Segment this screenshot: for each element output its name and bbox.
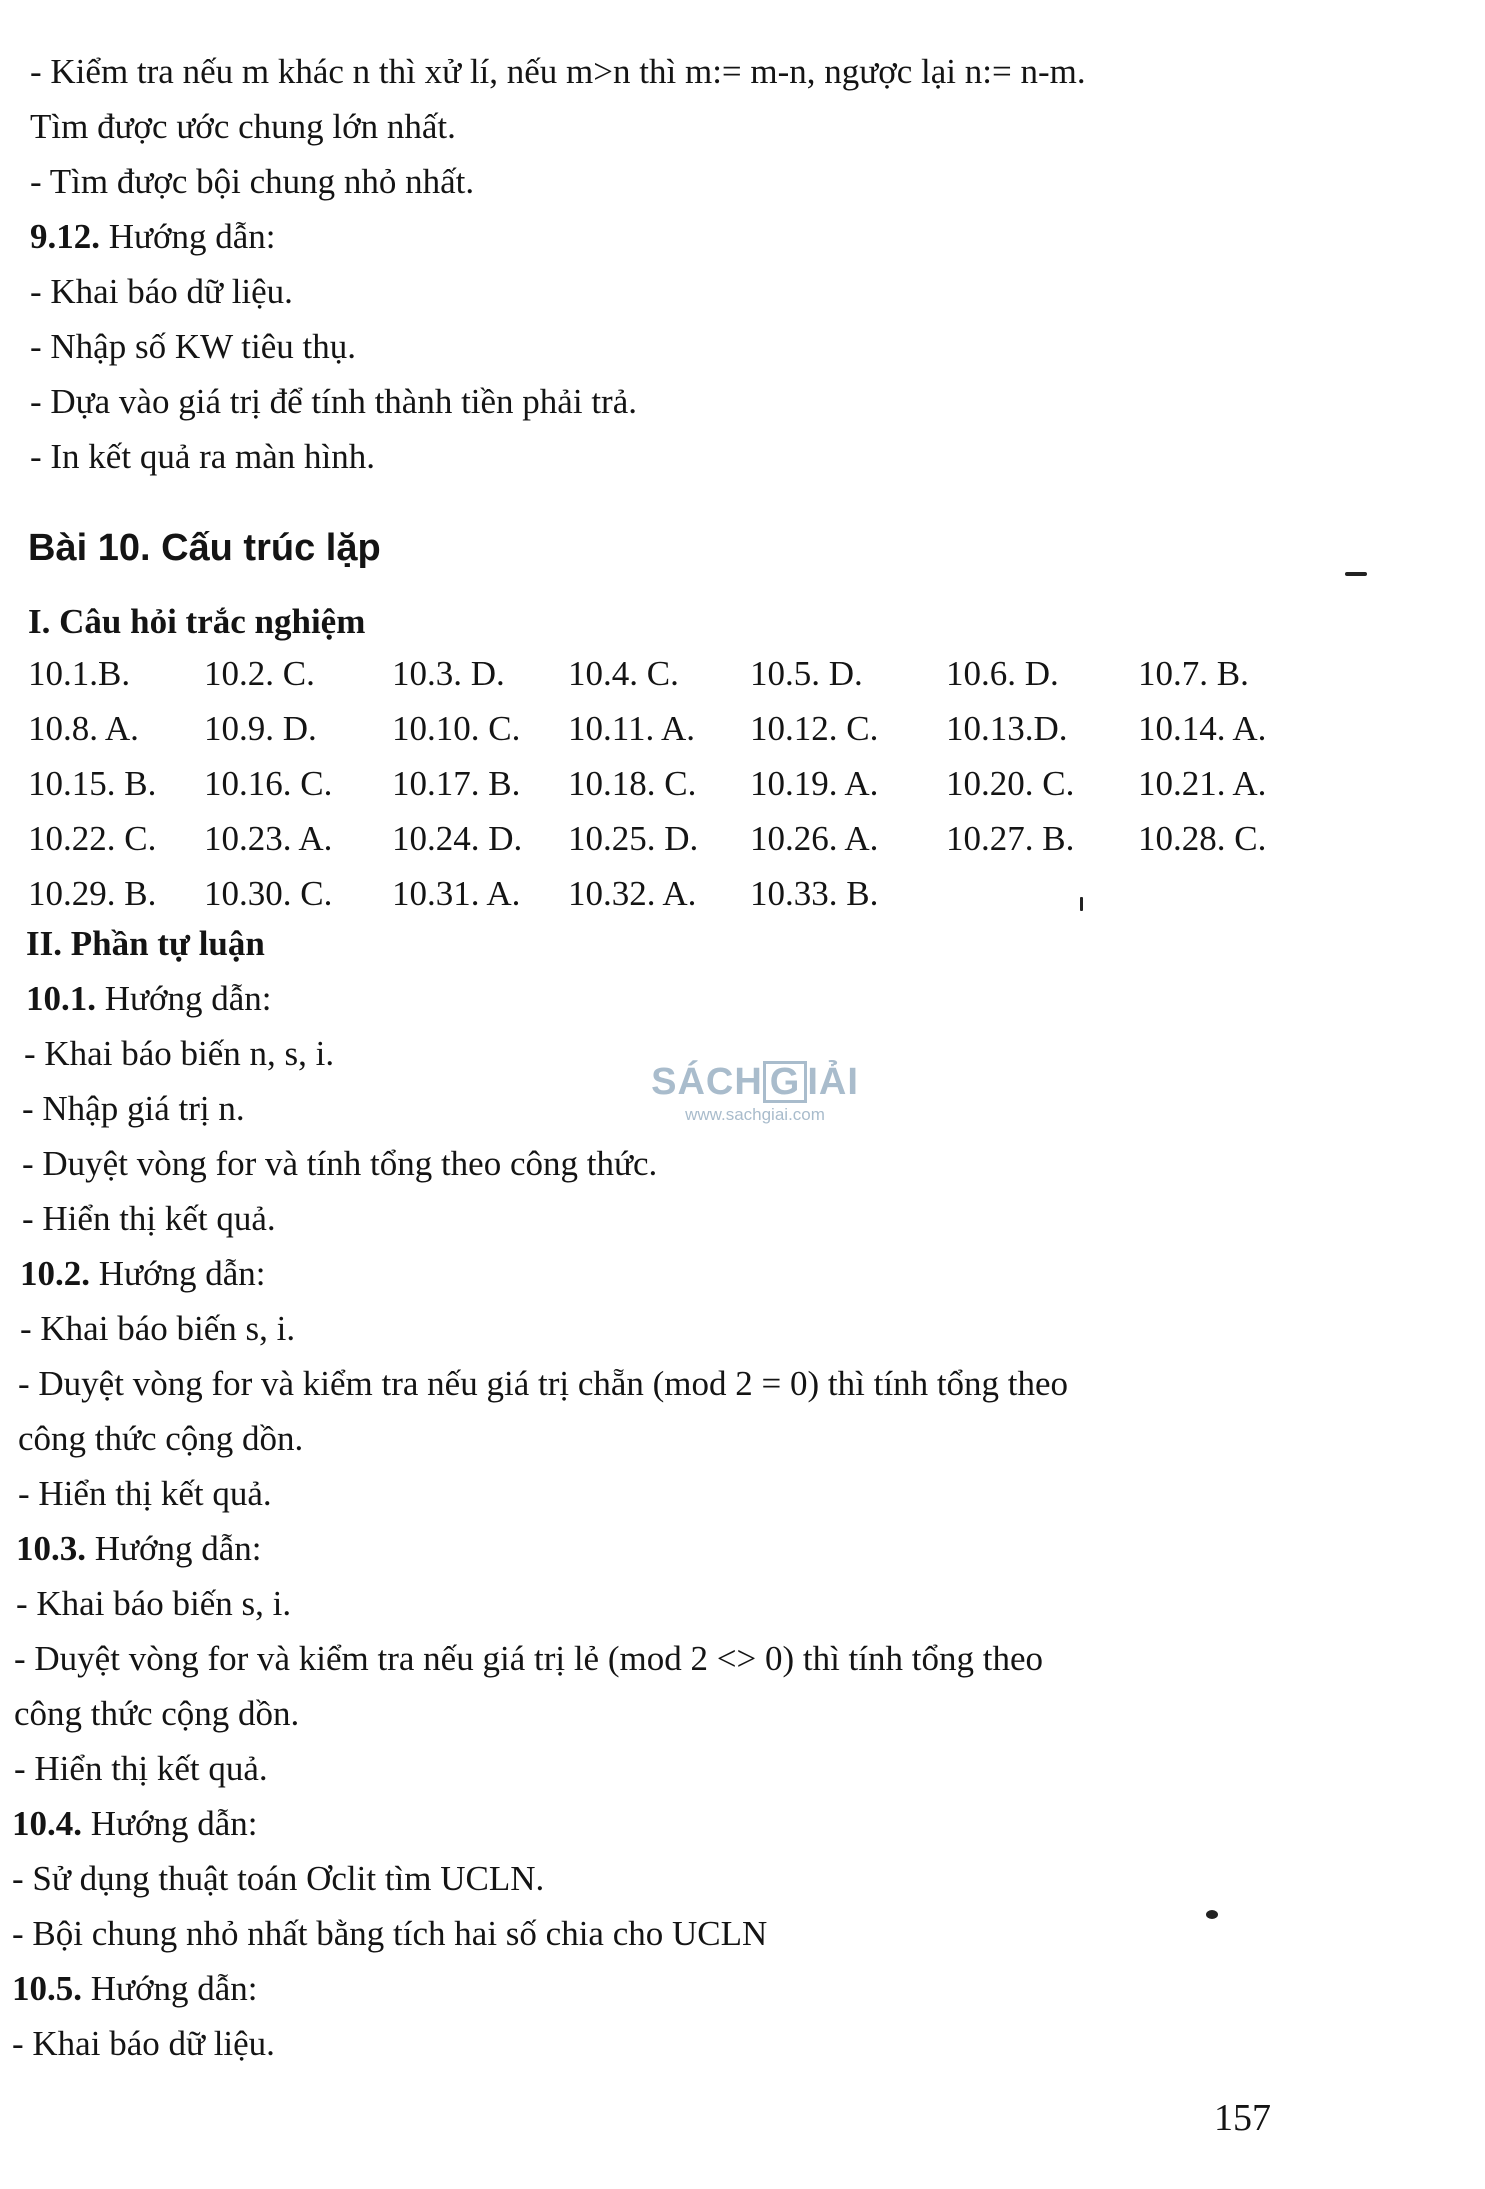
answer-cell: 10.8. A. [28, 709, 139, 748]
text-line: - Hiển thị kết quả. [14, 1749, 268, 1788]
answer-cell: 10.14. A. [1138, 709, 1267, 748]
answer-cell: 10.17. B. [392, 764, 521, 803]
answer-row [28, 762, 1328, 817]
text-line: - Sử dụng thuật toán Ơclit tìm UCLN. [12, 1859, 545, 1898]
page-number: 157 [1214, 2097, 1271, 2139]
answer-cell: 10.12. C. [750, 709, 879, 748]
text-line: - Tìm được bội chung nhỏ nhất. [30, 162, 475, 201]
exercise-label: Hướng dẫn: [98, 1254, 266, 1293]
answer-cell: 10.26. A. [750, 819, 879, 858]
answer-cell: 10.3. D. [392, 654, 505, 693]
exercise-number: 10.1. [26, 979, 96, 1018]
answer-cell: 10.6. D. [946, 654, 1059, 693]
text-line: - Hiển thị kết quả. [18, 1474, 272, 1513]
answer-cell: 10.16. C. [204, 764, 333, 803]
answer-cell: 10.1.B. [28, 654, 131, 693]
watermark-logo-g: G [763, 1061, 808, 1103]
text-line: - In kết quả ra màn hình. [30, 437, 376, 476]
exercise-label: Hướng dẫn: [90, 1804, 258, 1843]
exercise-label: Hướng dẫn: [90, 1969, 258, 2008]
exercise-heading-10-2 [20, 1252, 266, 1296]
part1-title: I. Câu hỏi trắc nghiệm [28, 602, 366, 641]
part2-title: II. Phần tự luận [26, 924, 265, 963]
answer-cell: 10.22. C. [28, 819, 157, 858]
answer-row [28, 707, 1328, 762]
answer-cell: 10.4. C. [568, 654, 679, 693]
watermark [650, 1060, 860, 1126]
text-line: - Kiểm tra nếu m khác n thì xử lí, nếu m>n thì m:= m-n, ngược lại n:= n-m. [30, 52, 1086, 91]
answer-cell: 10.28. C. [1138, 819, 1267, 858]
text-line: - Nhập giá trị n. [22, 1089, 245, 1128]
answer-cell: 10.15. B. [28, 764, 157, 803]
answer-cell: 10.23. A. [204, 819, 333, 858]
answer-cell: 10.24. D. [392, 819, 523, 858]
answer-row [28, 652, 1328, 707]
text-line: - Khai báo biến s, i. [16, 1584, 292, 1623]
watermark-logo-left: SÁCH [651, 1061, 763, 1103]
answer-cell: 10.32. A. [568, 874, 697, 913]
exercise-number: 9.12. [30, 217, 100, 256]
section-title: Bài 10. Cấu trúc lặp [28, 527, 381, 569]
answer-cell: 10.20. C. [946, 764, 1075, 803]
exercise-label: Hướng dẫn: [108, 217, 276, 256]
scan-speck [1345, 572, 1367, 576]
answer-cell: 10.30. C. [204, 874, 333, 913]
scan-speck [1080, 897, 1083, 911]
answer-row [28, 872, 1328, 927]
text-line: - Khai báo dữ liệu. [30, 272, 293, 311]
answer-cell: 10.25. D. [568, 819, 699, 858]
exercise-label: Hướng dẫn: [104, 979, 272, 1018]
answer-cell: 10.33. B. [750, 874, 879, 913]
watermark-logo-right: IẢI [807, 1061, 859, 1103]
text-line: - Khai báo dữ liệu. [12, 2024, 275, 2063]
text-line: - Bội chung nhỏ nhất bằng tích hai số chia cho UCLN [12, 1914, 768, 1953]
exercise-number: 10.4. [12, 1804, 82, 1843]
text-line: - Duyệt vòng for và kiểm tra nếu giá trị chẵn (mod 2 = 0) thì tính tổng theo [18, 1364, 1069, 1403]
answer-cell: 10.13.D. [946, 709, 1068, 748]
exercise-heading-10-1 [26, 977, 272, 1021]
answer-cell: 10.31. A. [392, 874, 521, 913]
answer-cell: 10.27. B. [946, 819, 1075, 858]
text-line: - Hiển thị kết quả. [22, 1199, 276, 1238]
exercise-heading-9-12 [30, 215, 276, 259]
answer-grid [28, 652, 1328, 927]
text-line: - Duyệt vòng for và tính tổng theo công thức. [22, 1144, 658, 1183]
scan-speck [1206, 1910, 1218, 1919]
exercise-label: Hướng dẫn: [94, 1529, 262, 1568]
text-line: - Duyệt vòng for và kiểm tra nếu giá trị lẻ (mod 2 <> 0) thì tính tổng theo [14, 1639, 1043, 1678]
answer-cell: 10.29. B. [28, 874, 157, 913]
answer-cell: 10.19. A. [750, 764, 879, 803]
answer-cell: 10.5. D. [750, 654, 863, 693]
answer-cell: 10.7. B. [1138, 654, 1249, 693]
text-line: công thức cộng dồn. [14, 1694, 300, 1733]
answer-cell: 10.2. C. [204, 654, 315, 693]
answer-cell: 10.9. D. [204, 709, 317, 748]
answer-row [28, 817, 1328, 872]
watermark-logo [650, 1060, 860, 1104]
text-line: - Khai báo biến n, s, i. [24, 1034, 335, 1073]
exercise-heading-10-3 [16, 1527, 262, 1571]
answer-cell: 10.10. C. [392, 709, 521, 748]
answer-cell: 10.18. C. [568, 764, 697, 803]
exercise-number: 10.2. [20, 1254, 90, 1293]
exercise-number: 10.5. [12, 1969, 82, 2008]
exercise-heading-10-5 [12, 1967, 258, 2011]
answer-cell: 10.11. A. [568, 709, 696, 748]
answer-cell: 10.21. A. [1138, 764, 1267, 803]
exercise-number: 10.3. [16, 1529, 86, 1568]
text-line: - Nhập số KW tiêu thụ. [30, 327, 356, 366]
text-line: Tìm được ước chung lớn nhất. [30, 107, 456, 146]
watermark-url: www.sachgiai.com [685, 1105, 825, 1124]
text-line: - Khai báo biến s, i. [20, 1309, 296, 1348]
text-line: - Dựa vào giá trị để tính thành tiền phải trả. [30, 382, 637, 421]
text-line: công thức cộng dồn. [18, 1419, 304, 1458]
exercise-heading-10-4 [12, 1802, 258, 1846]
